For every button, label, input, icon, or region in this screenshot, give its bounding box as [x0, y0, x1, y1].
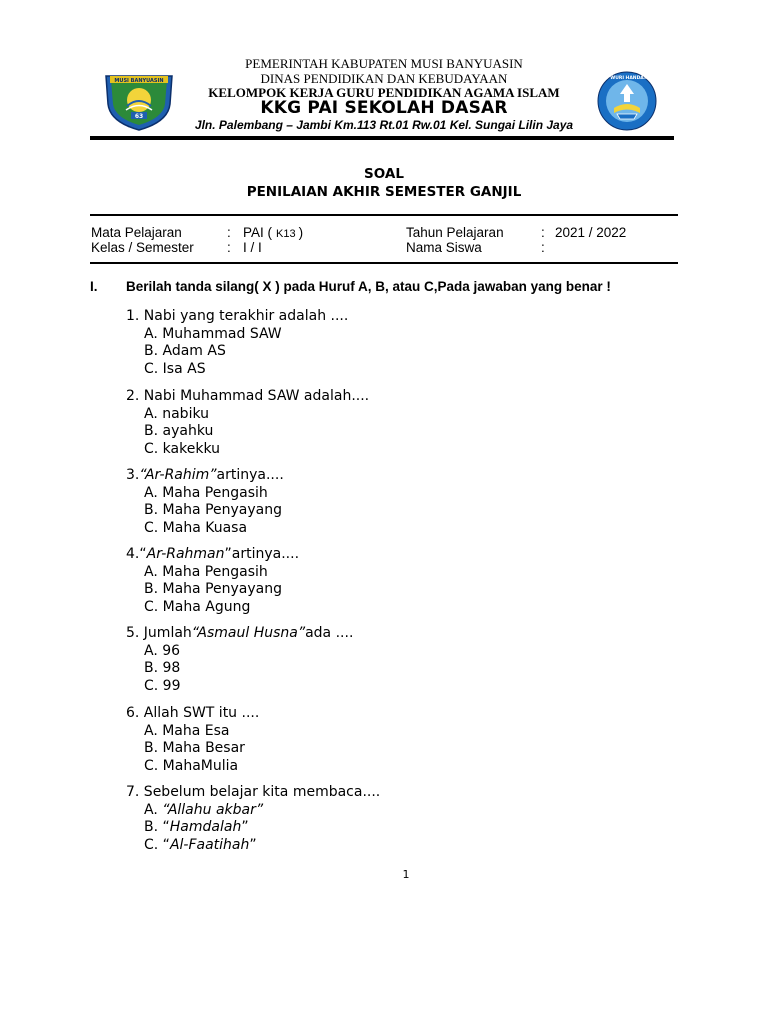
question-stem: 2. Nabi Muhammad SAW adalah.... — [126, 388, 370, 404]
student-name-label: Nama Siswa — [406, 240, 482, 255]
answer-option: A. Maha Pengasih — [144, 484, 268, 501]
answer-option: A. Maha Pengasih — [144, 563, 268, 580]
subject-label: Mata Pelajaran — [91, 225, 182, 240]
answer-option: B. 98 — [144, 660, 181, 676]
question-item — [126, 546, 299, 616]
question-stem: 7. Sebelum belajar kita membaca.... — [126, 784, 381, 800]
question-stem: 1. Nabi yang terakhir adalah .... — [126, 308, 349, 324]
info-top-rule — [90, 214, 678, 216]
answer-option: C. Maha Kuasa — [144, 519, 248, 536]
answer-option: B. ayahku — [144, 423, 214, 439]
question-stem: 6. Allah SWT itu .... — [126, 705, 260, 721]
question-item — [126, 625, 353, 695]
answer-option: B. “Hamdalah” — [144, 819, 249, 835]
answer-option: A. Muhammad SAW — [144, 325, 282, 342]
header-divider — [90, 136, 674, 140]
answer-option: C. “Al-Faatihah” — [144, 836, 257, 853]
info-bottom-rule — [90, 262, 678, 264]
student-name-colon: : — [541, 240, 545, 255]
question-stem: 3.“Ar-Rahim”artinya.... — [126, 467, 284, 483]
answer-option: C. Maha Agung — [144, 598, 251, 615]
answer-option: C. MahaMulia — [144, 757, 239, 774]
answer-option: A. nabiku — [144, 405, 210, 422]
question-item — [126, 308, 348, 378]
answer-option: A. Maha Esa — [144, 722, 230, 739]
logo-left-label: MUSI BANYUASIN — [114, 78, 164, 84]
class-value: I / I — [243, 240, 262, 255]
header-government: PEMERINTAH KABUPATEN MUSI BANYUASIN — [245, 56, 523, 71]
subject-code: K13 — [276, 228, 296, 240]
answer-option: C. kakekku — [144, 440, 220, 457]
question-item — [126, 784, 380, 854]
subject-colon: : — [227, 225, 231, 240]
question-stem: 4.“Ar-Rahman”artinya.... — [126, 546, 300, 562]
header-address: Jln. Palembang – Jambi Km.113 Rt.01 Rw.01 Kel. Sungai Lilin Jaya — [194, 118, 574, 132]
question-item — [126, 388, 369, 458]
year-label: Tahun Pelajaran — [406, 225, 504, 240]
subject-value: PAI ( K13 ) — [243, 225, 304, 240]
page-number: 1 — [402, 868, 410, 881]
header-department: DINAS PENDIDIKAN DAN KEBUDAYAAN — [260, 71, 508, 86]
doc-subtitle: PENILAIAN AKHIR SEMESTER GANJIL — [246, 184, 522, 200]
answer-option: C. 99 — [144, 677, 181, 694]
answer-option: A. “Allahu akbar” — [144, 801, 264, 818]
question-stem: 5. Jumlah“Asmaul Husna”ada .... — [126, 625, 354, 641]
class-label: Kelas / Semester — [91, 240, 194, 255]
answer-option: B. Maha Besar — [144, 740, 245, 756]
question-item — [126, 705, 259, 775]
logo-left-number: 63 — [134, 113, 144, 120]
logo-right-label: TUT WURI HANDAYANI — [598, 76, 656, 81]
answer-option: C. Isa AS — [144, 360, 206, 377]
question-item — [126, 467, 284, 537]
header-working-group: KELOMPOK KERJA GURU PENDIDIKAN AGAMA ISLAM — [208, 85, 560, 100]
year-colon: : — [541, 225, 545, 240]
musi-banyuasin-logo — [102, 70, 176, 132]
doc-title: SOAL — [364, 166, 404, 182]
class-colon: : — [227, 240, 231, 255]
answer-option: B. Maha Penyayang — [144, 502, 282, 518]
answer-option: A. 96 — [144, 642, 181, 659]
section-instruction: Berilah tanda silang( X ) pada Huruf A, B, atau C,Pada jawaban yang benar ! — [126, 279, 611, 294]
year-value: 2021 / 2022 — [555, 225, 627, 240]
header-kkg-title: KKG PAI SEKOLAH DASAR — [260, 98, 508, 118]
answer-option: B. Maha Penyayang — [144, 581, 282, 597]
answer-option: B. Adam AS — [144, 343, 226, 359]
section-number: I. — [90, 279, 98, 294]
tut-wuri-handayani-logo — [594, 70, 660, 132]
